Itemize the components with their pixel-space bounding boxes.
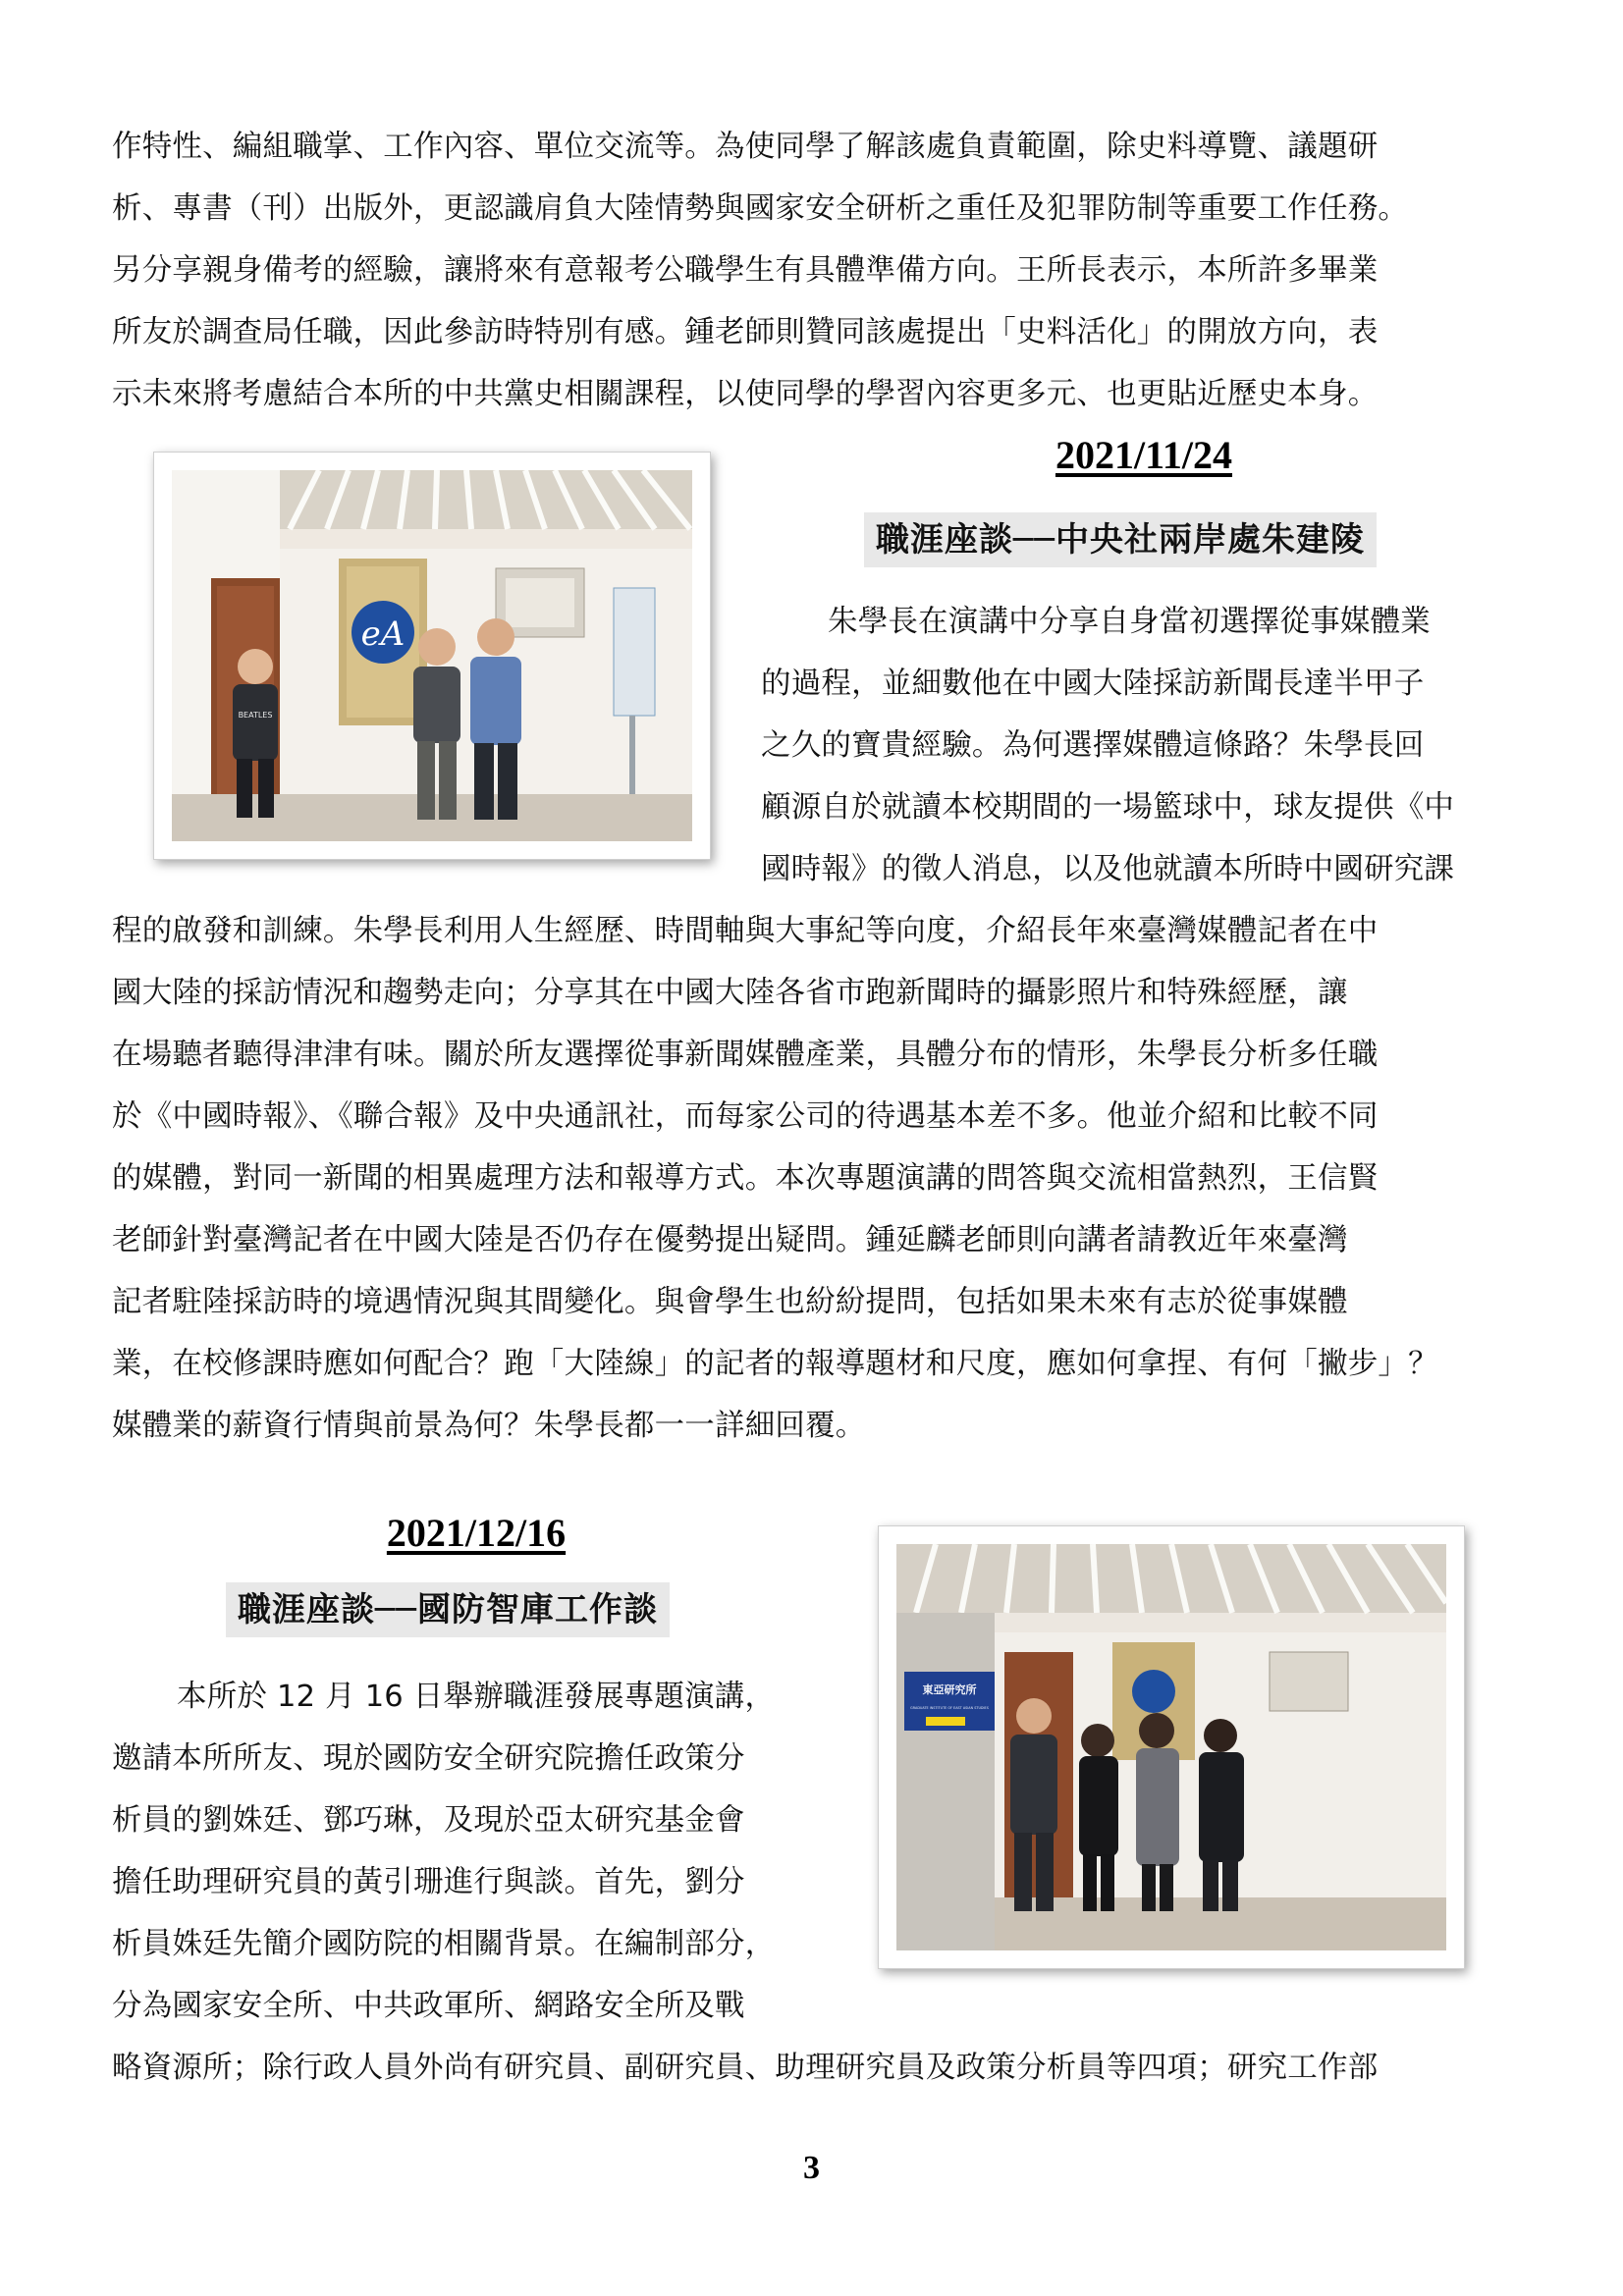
event1-photo-image [172,470,692,841]
intro-paragraph [112,116,1526,425]
text-line: 記者駐陸採訪時的境遇情況與其間變化。與會學生也紛紛提問，包括如果未來有志於從事媒體 [112,1285,1348,1319]
text-line: 分為國家安全所、中共政軍所、網路安全所及戰 [112,1989,745,2023]
event2-photo-frame [878,1525,1465,1969]
text-line: 的媒體，對同一新聞的相異處理方法和報導方式。本次專題演講的問答與交流相當熱烈，王信賢 [112,1161,1379,1196]
text-line: 略資源所；除行政人員外尚有研究員、副研究員、助理研究員及政策分析員等四項；研究工作部 [112,2051,1379,2085]
event1-full-paragraph [112,900,1526,1457]
text-line: 國大陸的採訪情況和趨勢走向；分享其在中國大陸各省市跑新聞時的攝影照片和特殊經歷，讓 [112,976,1348,1010]
event2-side-paragraph [112,1666,858,2037]
text-line: 顧源自於就讀本校期間的一場籃球中，球友提供《中 [761,790,1455,825]
text-line: 之久的寶貴經驗。為何選擇媒體這條路？朱學長回 [761,728,1425,763]
event2-photo-image [896,1544,1446,1950]
event2-photo [896,1544,1446,1950]
sign-logo-text: eA [360,614,406,654]
event2-full-paragraph [112,2037,1526,2099]
text-line: 本所於 12 月 16 日舉辦職涯發展專題演講， [177,1680,776,1714]
text-line: 析員姝廷先簡介國防院的相關背景。在編制部分， [112,1927,776,1961]
text-line: 析、專書（刊）出版外，更認識肩負大陸情勢與國家安全研析之重任及犯罪防制等重要工作任務。 [112,191,1409,226]
text-line: 析員的劉姝廷、鄧巧琳，及現於亞太研究基金會 [112,1803,745,1838]
text-line: 老師針對臺灣記者在中國大陸是否仍存在優勢提出疑問。鍾延麟老師則向講者請教近年來臺灣 [112,1223,1348,1257]
institute-sign-text: 東亞研究所 [922,1683,977,1696]
event1-title: 職涯座談──中央社兩岸處朱建陵 [864,512,1377,567]
page-number: 3 [803,2150,820,2186]
event1-photo [172,470,692,841]
institute-sign-subtext: GRADUATE INSTITUTE OF EAST ASIAN STUDIES [910,1706,989,1710]
event2-date: 2021/12/16 [386,1511,567,1555]
shirt-text: BEATLES [238,711,273,720]
text-line: 作特性、編組職掌、工作內容、單位交流等。為使同學了解該處負責範圍，除史料導覽、議題研 [112,130,1379,164]
text-line: 於《中國時報》、《聯合報》及中央通訊社，而每家公司的待遇基本差不多。他並介紹和比較不同 [112,1099,1379,1134]
event2-title: 職涯座談──國防智庫工作談 [226,1582,670,1637]
text-line: 的過程，並細數他在中國大陸採訪新聞長達半甲子 [761,667,1425,701]
text-line: 所友於調查局任職，因此參訪時特別有感。鍾老師則贊同該處提出「史料活化」的開放方向，表 [112,315,1379,349]
event1-date: 2021/11/24 [1055,433,1233,477]
text-line: 邀請本所所友、現於國防安全研究院擔任政策分 [112,1741,745,1776]
event1-side-paragraph [761,591,1527,900]
text-line: 國時報》的徵人消息，以及他就讀本所時中國研究課 [761,852,1455,886]
text-line: 擔任助理研究員的黃引珊進行與談。首先，劉分 [112,1865,745,1899]
text-line: 另分享親身備考的經驗，讓將來有意報考公職學生有具體準備方向。王所長表示，本所許多畢業 [112,253,1379,288]
event1-photo-frame [153,452,711,860]
text-line: 業，在校修課時應如何配合？跑「大陸線」的記者的報導題材和尺度，應如何拿捏、有何「撇步」？ [112,1347,1438,1381]
text-line: 示未來將考慮結合本所的中共黨史相關課程，以使同學的學習內容更多元、也更貼近歷史本身。 [112,377,1379,411]
text-line: 媒體業的薪資行情與前景為何？朱學長都一一詳細回覆。 [112,1409,866,1443]
text-line: 朱學長在演講中分享自身當初選擇從事媒體業 [828,605,1431,639]
text-line: 程的啟發和訓練。朱學長利用人生經歷、時間軸與大事紀等向度，介紹長年來臺灣媒體記者在中 [112,914,1379,948]
text-line: 在場聽者聽得津津有味。關於所友選擇從事新聞媒體產業，具體分布的情形，朱學長分析多任職 [112,1038,1379,1072]
